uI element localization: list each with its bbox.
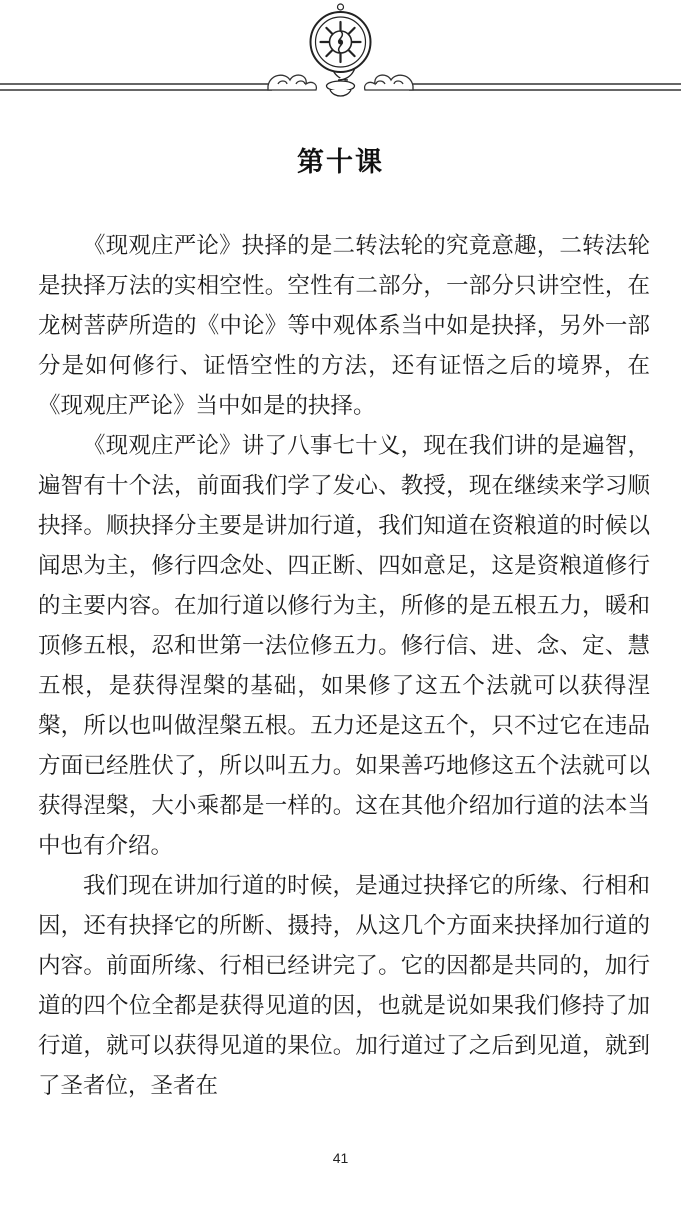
paragraph: 《现观庄严论》讲了八事七十义，现在我们讲的是遍智，遍智有十个法，前面我们学了发心、教授，现在继续来学习顺抉择。顺抉择分主要是讲加行道，我们知道在资粮道的时候以闻思为主，修行四念处、四正断、四如意足，这是资粮道修行的主要内容。在加行道以修行为主，所修的是五根五力，暖和顶修五根，忍和世第一法位修五力。修行信、进、念、定、慧五根，是获得涅槃的基础，如果修了这五个法就可以获得涅槃，所以也叫做涅槃五根。五力还是这五个，只不过它在违品方面已经胜伏了，所以叫五力。如果善巧地修这五个法就可以获得涅槃，大小乘都是一样的。这在其他介绍加行道的法本当中也有介绍。 (38, 433, 650, 859)
page-number: 41 (332, 1150, 349, 1166)
body-text (38, 226, 650, 1106)
header-ornament (0, 0, 681, 110)
lesson-title: 第十课 (297, 147, 384, 178)
header-rule-left (0, 84, 272, 90)
header-rule-right (409, 84, 681, 90)
cloud-ornament-right (365, 75, 413, 90)
cloud-ornament-left (268, 75, 316, 90)
paragraph: 《现观庄严论》抉择的是二转法轮的究竟意趣，二转法轮是抉择万法的实相空性。空性有二部分，一部分只讲空性，在龙树菩萨所造的《中论》等中观体系当中如是抉择，另外一部分是如何修行、证悟空性的方法，还有证悟之后的境界，在《现观庄严论》当中如是的抉择。 (38, 233, 650, 419)
dharma-wheel-icon (311, 4, 371, 96)
paragraph: 我们现在讲加行道的时候，是通过抉择它的所缘、行相和因，还有抉择它的所断、摄持，从这几个方面来抉择加行道的内容。前面所缘、行相已经讲完了。它的因都是共同的，加行道的四个位全都是获得见道的因，也就是说如果我们修持了加行道，就可以获得见道的果位。加行道过了之后到见道，就到了圣者位，圣者在 (38, 873, 650, 1099)
